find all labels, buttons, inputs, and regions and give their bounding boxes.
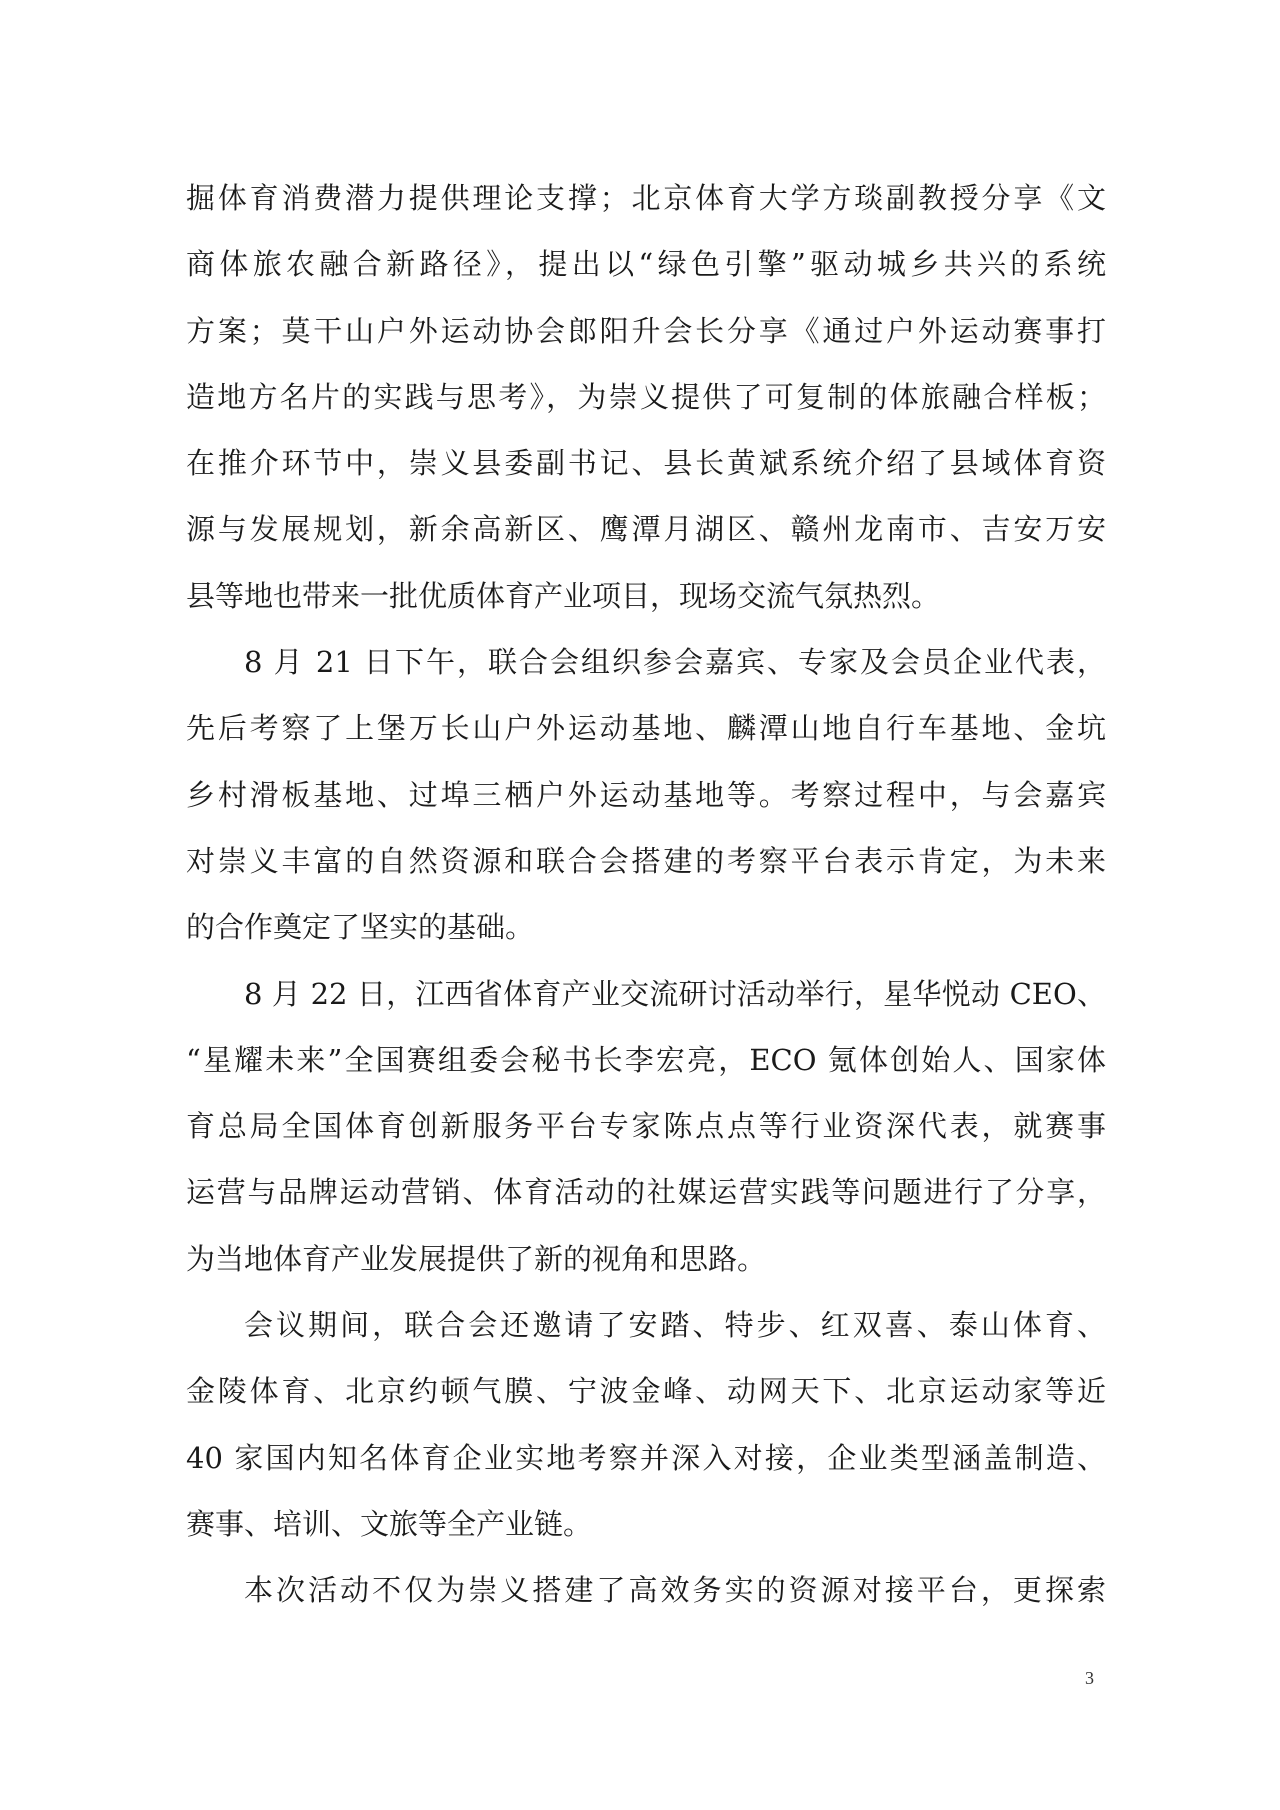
text-line: 对崇义丰富的自然资源和联合会搭建的考察平台表示肯定，为未来 (186, 843, 1106, 878)
text-line: 金陵体育、北京约顿气膜、宁波金峰、动网天下、北京运动家等近 (186, 1374, 1106, 1409)
text-line: 育总局全国体育创新服务平台专家陈点点等行业资深代表，就赛事 (186, 1109, 1106, 1144)
text-line: 在推介环节中，崇义县委副书记、县长黄斌系统介绍了县域体育资 (186, 446, 1106, 481)
paragraph-first-line: 会议期间，联合会还邀请了安踏、特步、红双喜、泰山体育、 (244, 1308, 1106, 1343)
text-line: 造地方名片的实践与思考》，为崇义提供了可复制的体旅融合样板； (186, 379, 1106, 414)
paragraph-first-line: 8 月 22 日，江西省体育产业交流研讨活动举行，星华悦动 CEO、 (244, 976, 1106, 1011)
text-line: 掘体育消费潜力提供理论支撑；北京体育大学方琰副教授分享《文 (186, 181, 1106, 215)
text-line: 为当地体育产业发展提供了新的视角和思路。 (186, 1241, 767, 1276)
text-line: 先后考察了上堡万长山户外运动基地、麟潭山地自行车基地、金坑 (186, 711, 1106, 746)
text-line: 商体旅农融合新路径》，提出以“绿色引擎”驱动城乡共兴的系统 (186, 247, 1106, 282)
text-line: 赛事、培训、文旅等全产业链。 (186, 1506, 593, 1541)
text-line: 40 家国内知名体育企业实地考察并深入对接，企业类型涵盖制造、 (186, 1440, 1106, 1475)
text-line: 县等地也带来一批优质体育产业项目，现场交流气氛热烈。 (186, 578, 941, 613)
text-line: 乡村滑板基地、过埠三栖户外运动基地等。考察过程中，与会嘉宾 (186, 777, 1106, 812)
paragraph-first-line: 本次活动不仅为崇义搭建了高效务实的资源对接平台，更探索 (244, 1573, 1106, 1608)
text-line: 源与发展规划，新余高新区、鹰潭月湖区、赣州龙南市、吉安万安 (186, 512, 1106, 547)
paragraph-first-line: 8 月 21 日下午，联合会组织参会嘉宾、专家及会员企业代表， (244, 645, 1106, 680)
text-line: 运营与品牌运动营销、体育活动的社媒运营实践等问题进行了分享， (186, 1175, 1106, 1210)
page-number: 3 (1085, 1668, 1094, 1688)
text-line: 方案；莫干山户外运动协会郎阳升会长分享《通过户外运动赛事打 (186, 313, 1106, 348)
body-text (186, 165, 1106, 1624)
text-line: 的合作奠定了坚实的基础。 (186, 910, 535, 945)
text-line: “星耀未来”全国赛组委会秘书长李宏亮，ECO 氪体创始人、国家体 (186, 1042, 1106, 1077)
